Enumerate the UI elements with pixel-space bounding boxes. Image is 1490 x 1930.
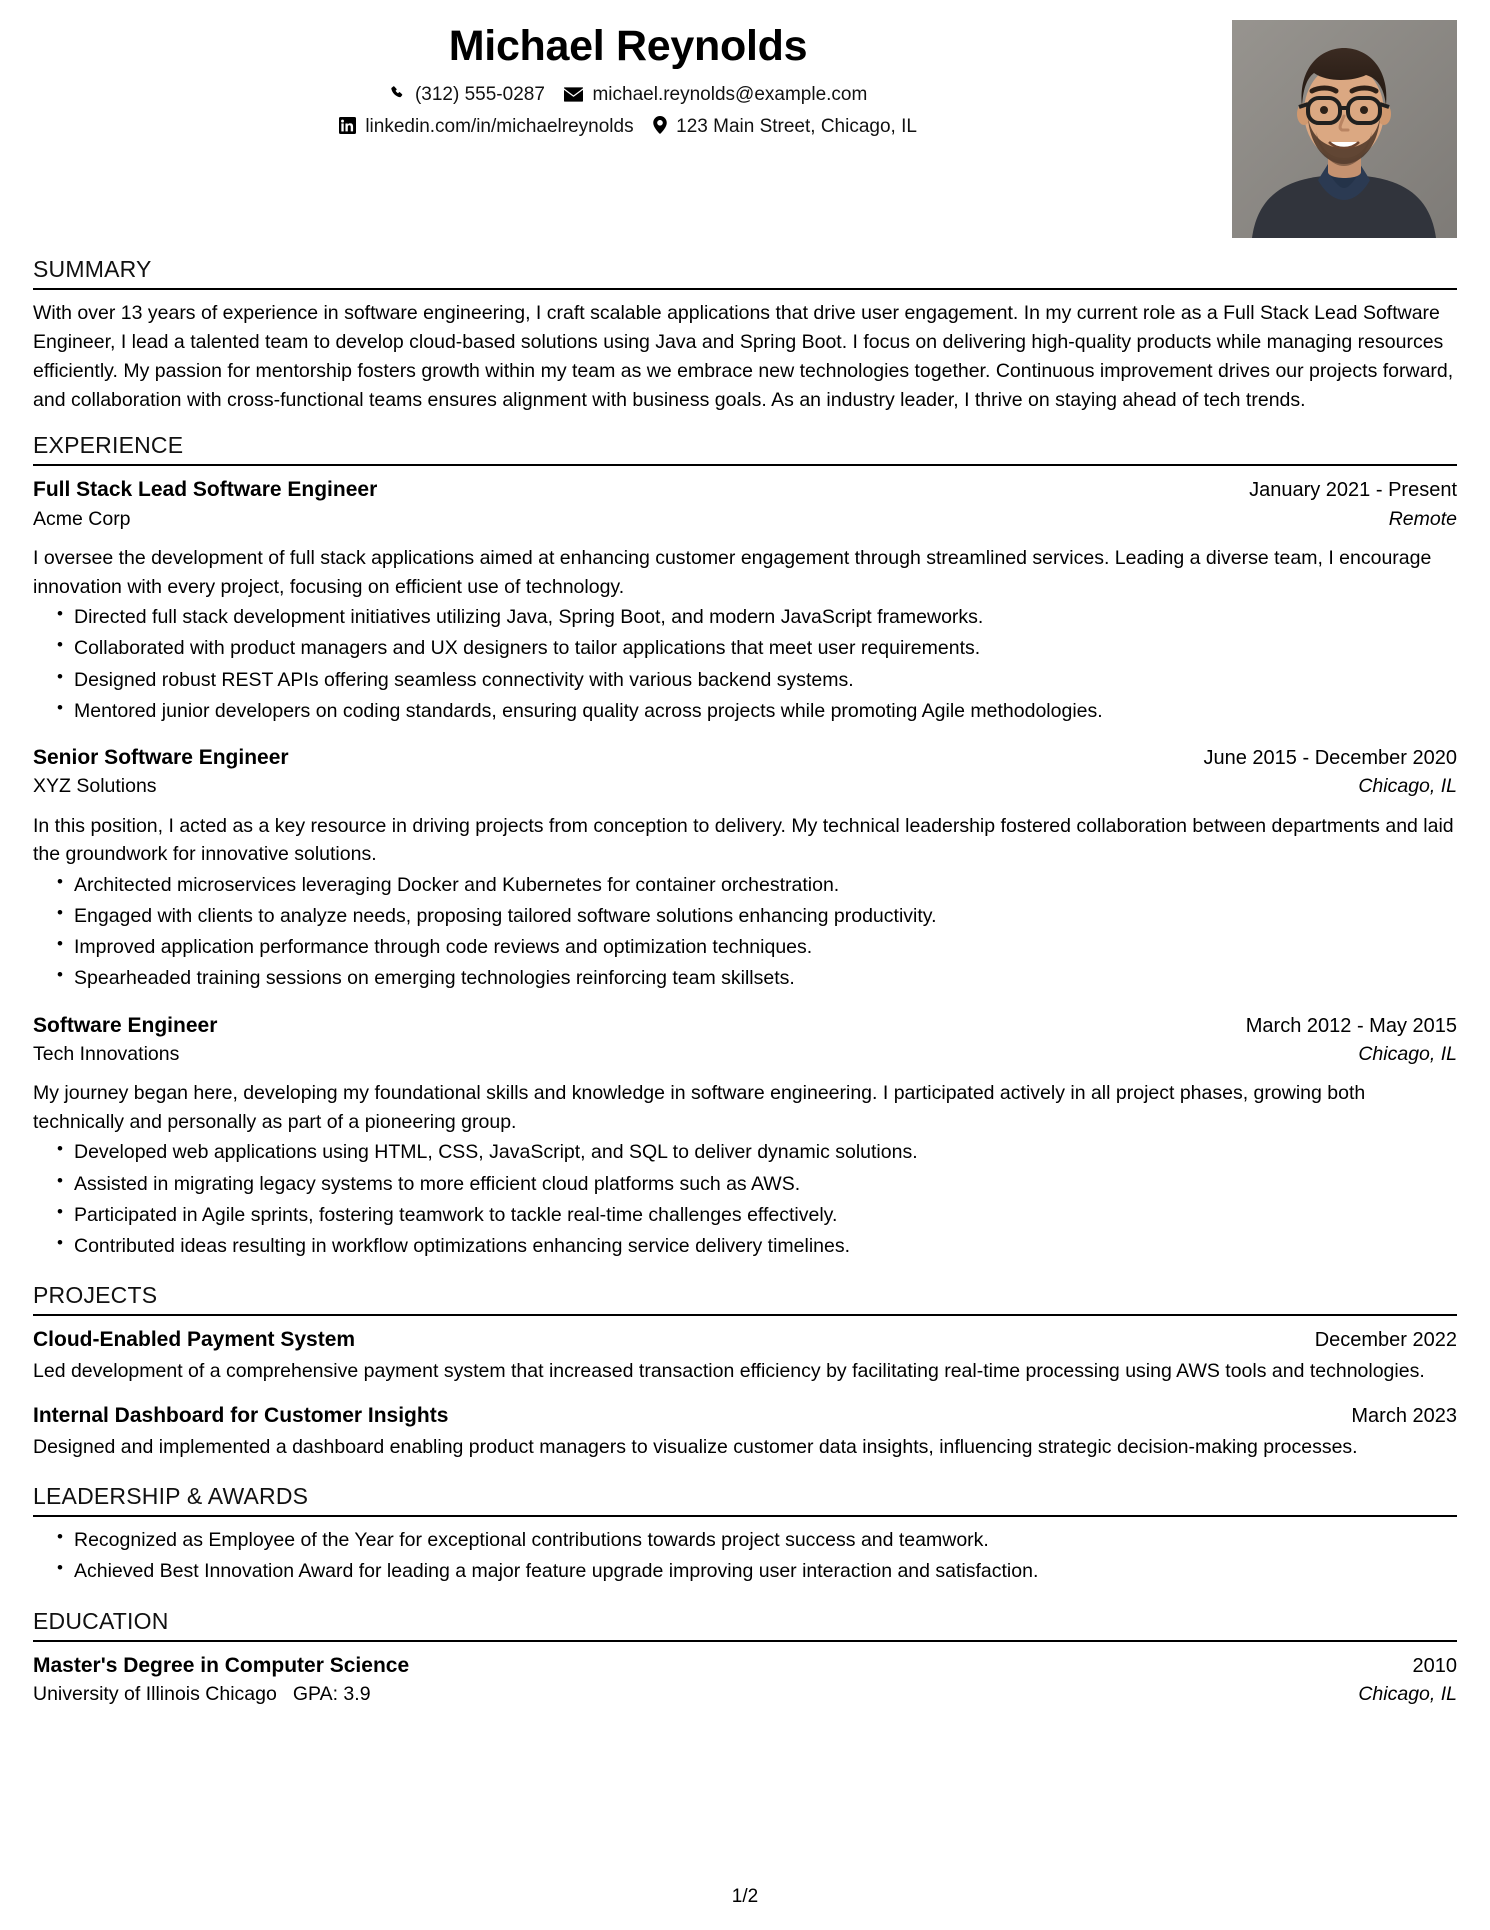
- contact-line-2: [33, 111, 1223, 142]
- experience-entry-subheader: [33, 505, 1457, 533]
- school-line: [33, 1680, 371, 1708]
- job-bullets: [33, 871, 1457, 993]
- section-title-education: EDUCATION: [33, 1607, 169, 1634]
- project-description: Designed and implemented a dashboard enabling product managers to visualize customer data insights, influencing strategic decision-making processes.: [33, 1435, 1358, 1458]
- section-title-summary: SUMMARY: [33, 256, 152, 282]
- page-indicator: 1/2: [731, 1886, 759, 1907]
- contact-linkedin[interactable]: [339, 111, 634, 142]
- list-item: • Architected microservices leveraging Docker and Kubernetes for container orchestration.: [57, 871, 1457, 899]
- experience-entry-subheader: [33, 1040, 1457, 1068]
- degree-title: Master's Degree in Computer Science: [33, 1653, 410, 1677]
- section-summary: [33, 256, 1457, 414]
- job-title: Full Stack Lead Software Engineer: [33, 478, 378, 502]
- list-item: • Achieved Best Innovation Award for leading a major feature upgrade improving user interaction and satisfaction.: [57, 1557, 1457, 1585]
- section-experience: [33, 432, 1457, 1260]
- project-date: March 2023: [1351, 1405, 1457, 1428]
- list-item: • Mentored junior developers on coding standards, ensuring quality across projects while promoting Agile methodologies.: [57, 697, 1457, 725]
- job-location: Chicago, IL: [1358, 775, 1457, 798]
- company-name: Acme Corp: [33, 507, 131, 530]
- section-divider: [33, 1515, 1457, 1517]
- contact-location[interactable]: [653, 111, 917, 142]
- education-location: Chicago, IL: [1358, 1683, 1457, 1706]
- section-leadership-awards: [33, 1483, 1457, 1586]
- list-item: • Directed full stack development initiatives utilizing Java, Spring Boot, and modern JavaScript frameworks.: [57, 603, 1457, 631]
- leadership-bullets: [33, 1526, 1457, 1586]
- section-title-experience: EXPERIENCE: [33, 432, 184, 459]
- job-title: Senior Software Engineer: [33, 746, 289, 770]
- list-item: • Participated in Agile sprints, fostering teamwork to tackle real-time challenges effectively.: [57, 1201, 1457, 1229]
- job-date: January 2021 - Present: [1249, 479, 1457, 502]
- resume-header: [33, 0, 1457, 240]
- job-location: Remote: [1388, 507, 1457, 530]
- section-education: [33, 1608, 1457, 1709]
- job-description: In this position, I acted as a key resource in driving projects from conception to delivery. My technical leadership fostered collaboration between departments and laid the groundwork for innovative solutions.: [33, 814, 1454, 866]
- experience-entry: [33, 1011, 1457, 1261]
- page-footer: [0, 1886, 1490, 1908]
- gpa-value: GPA: 3.9: [292, 1683, 371, 1706]
- list-item: • Spearheaded training sessions on emerging technologies reinforcing team skillsets.: [57, 964, 1457, 992]
- project-description: Led development of a comprehensive payment system that increased transaction efficiency by facilitating real-time processing using AWS tools and technologies.: [33, 1359, 1425, 1382]
- section-projects: [33, 1282, 1457, 1461]
- section-divider: [33, 288, 1457, 290]
- education-entry-subheader: [33, 1680, 1457, 1708]
- header-contact-block: [33, 22, 1223, 142]
- school-name: University of Illinois Chicago: [33, 1683, 277, 1706]
- list-item: • Contributed ideas resulting in workflow optimizations enhancing service delivery timelines.: [57, 1232, 1457, 1260]
- phone-icon: [389, 85, 406, 102]
- section-title-leadership: LEADERSHIP & AWARDS: [33, 1483, 309, 1510]
- contact-linkedin-text: linkedin.com/in/michaelreynolds: [365, 115, 634, 137]
- project-entry: [33, 1401, 1457, 1461]
- education-date: 2010: [1412, 1654, 1457, 1677]
- experience-entry: [33, 743, 1457, 993]
- contact-email-text: michael.reynolds@example.com: [592, 84, 868, 106]
- list-item: • Developed web applications using HTML, CSS, JavaScript, and SQL to deliver dynamic solutions.: [57, 1138, 1457, 1166]
- experience-entry-subheader: [33, 772, 1457, 800]
- list-item: • Recognized as Employee of the Year for exceptional contributions towards project success and teamwork.: [57, 1526, 1457, 1554]
- job-date: June 2015 - December 2020: [1203, 747, 1457, 770]
- project-date: December 2022: [1314, 1329, 1457, 1352]
- experience-entry: [33, 475, 1457, 725]
- list-item: • Collaborated with product managers and UX designers to tailor applications that meet user requirements.: [57, 634, 1457, 662]
- avatar: [1232, 20, 1457, 238]
- job-bullets: [33, 603, 1457, 725]
- project-entry-header: [33, 1325, 1457, 1354]
- experience-entry-header: [33, 1011, 1457, 1040]
- job-location: Chicago, IL: [1358, 1043, 1457, 1066]
- section-divider: [33, 464, 1457, 466]
- education-entry-header: [33, 1651, 1457, 1680]
- job-title: Software Engineer: [33, 1013, 218, 1037]
- contact-line-1: [33, 79, 1223, 110]
- company-name: XYZ Solutions: [33, 775, 157, 798]
- email-icon: [564, 87, 583, 102]
- project-name: Cloud-Enabled Payment System: [33, 1328, 356, 1352]
- contact-location-text: 123 Main Street, Chicago, IL: [676, 115, 917, 137]
- job-date: March 2012 - May 2015: [1245, 1014, 1457, 1037]
- job-description: My journey began here, developing my foundational skills and knowledge in software engineering. I participated actively in all project phases, growing both technically and personally as part of a pioneering group.: [33, 1082, 1366, 1133]
- contact-phone[interactable]: [389, 79, 545, 110]
- list-item: • Engaged with clients to analyze needs, proposing tailored software solutions enhancing productivity.: [57, 902, 1457, 930]
- experience-entry-header: [33, 475, 1457, 504]
- project-name: Internal Dashboard for Customer Insights: [33, 1404, 449, 1428]
- section-divider: [33, 1314, 1457, 1316]
- location-pin-icon: [653, 116, 667, 134]
- list-item: • Assisted in migrating legacy systems to more efficient cloud platforms such as AWS.: [57, 1170, 1457, 1198]
- contact-phone-text: (312) 555-0287: [414, 84, 545, 106]
- list-item: • Improved application performance through code reviews and optimization techniques.: [57, 933, 1457, 961]
- experience-entry-header: [33, 743, 1457, 772]
- job-description: I oversee the development of full stack applications aimed at enhancing customer engagement through streamlined services. Leading a diverse team, I encourage innovation with every project, focusing on efficient use of technology.: [33, 547, 1432, 598]
- job-bullets: [33, 1138, 1457, 1260]
- linkedin-icon: [339, 117, 356, 134]
- section-title-projects: PROJECTS: [33, 1282, 158, 1309]
- contact-email[interactable]: [564, 79, 867, 110]
- summary-text: With over 13 years of experience in software engineering, I craft scalable applications that drive user engagement. In my current role as a Full Stack Lead Software Engineer, I lead a talented team to develop cloud-based solutions using Java and Spring Boot. I focus on delivering high-quality products while managing resources efficiently. My passion for mentorship fosters growth within my team as we embrace new technologies together. Continuous improvement drives our projects forward, and collaboration with cross-functional teams ensures alignment with business goals. As an industry leader, I thrive on staying ahead of tech trends.: [33, 302, 1454, 411]
- education-entry: [33, 1651, 1457, 1709]
- project-entry: [33, 1325, 1457, 1385]
- page-title: Michael Reynolds: [448, 22, 808, 70]
- project-entry-header: [33, 1401, 1457, 1430]
- section-divider: [33, 1640, 1457, 1642]
- list-item: • Designed robust REST APIs offering seamless connectivity with various backend systems.: [57, 666, 1457, 694]
- company-name: Tech Innovations: [33, 1043, 180, 1066]
